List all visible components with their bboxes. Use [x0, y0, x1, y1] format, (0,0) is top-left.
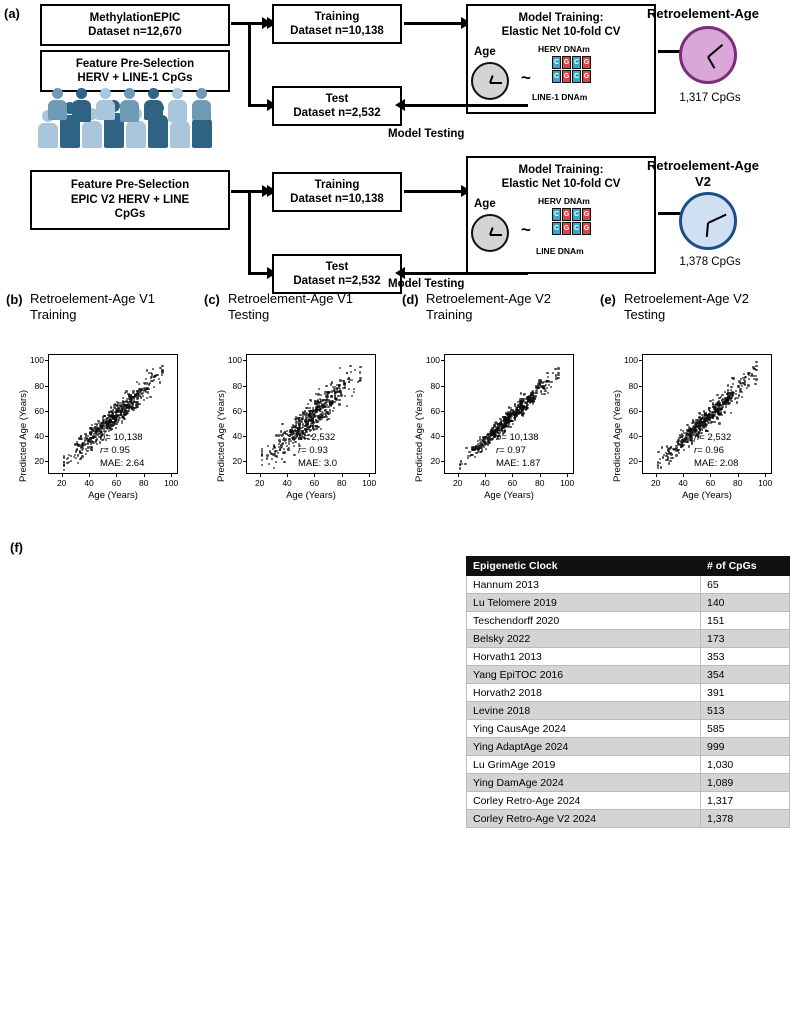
model1-line1: Model Training:	[518, 12, 604, 24]
scatter-title-line1-1: Retroelement-Age V1	[30, 291, 156, 306]
scatter-xtickmark	[567, 474, 568, 477]
scatter-ylabel-4: Predicted Age (Years)	[612, 389, 623, 482]
table-row	[467, 702, 790, 720]
scatter-title-line1-4: Retroelement-Age V2	[624, 291, 750, 306]
scatter-xtickmark	[62, 474, 63, 477]
table-cell-clock-name: Ying AdaptAge 2024	[467, 738, 701, 756]
scatter-xtickmark	[260, 474, 261, 477]
box-training-1	[272, 4, 402, 44]
model2-dnam1-label: HERV DNAm	[538, 196, 590, 206]
scatter-xtickmark	[512, 474, 513, 477]
scatter-stats-2	[298, 432, 337, 470]
scatter-xtick-label: 60	[309, 478, 320, 488]
scatter-r: r= 0.97	[496, 444, 526, 456]
clock-title-1: Retroelement-Age	[647, 6, 759, 21]
scatter-xtickmark	[683, 474, 684, 477]
train1-line2: Dataset n=10,138	[290, 25, 384, 37]
dataset-line2: Dataset n=12,670	[88, 26, 182, 38]
scatter-xtick-label: 80	[139, 478, 149, 488]
scatter-ytickmark	[441, 461, 444, 462]
panel-f-letter: (f)	[10, 540, 23, 555]
table-cell-cpg-count: 173	[701, 630, 790, 648]
scatter-n: n= 10,138	[496, 432, 539, 443]
table-cell-cpg-count: 151	[701, 612, 790, 630]
clock-title-2-line1: Retroelement-Age	[647, 158, 759, 173]
scatter-ytickmark	[243, 411, 246, 412]
scatter-xlabel-4: Age (Years)	[682, 490, 732, 501]
scatter-ytick-label: 100	[623, 355, 638, 366]
train1-line1: Training	[314, 10, 360, 23]
scatter-xtickmark	[738, 474, 739, 477]
table-cell-clock-name: Ying CausAge 2024	[467, 720, 701, 738]
scatter-xlabel-1: Age (Years)	[88, 490, 138, 501]
table-cell-clock-name: Horvath2 2018	[467, 684, 701, 702]
clock-cpgs-2: 1,378 CpGs	[679, 256, 741, 268]
model1-age-clock-icon	[471, 62, 509, 100]
table-cell-cpg-count: 391	[701, 684, 790, 702]
table-cell-clock-name: Horvath1 2013	[467, 648, 701, 666]
scatter-mae: MAE: 1.87	[496, 457, 541, 469]
model2-tilde: ~	[521, 220, 531, 239]
scatter-ytick-label: 60	[34, 405, 44, 416]
table-cell-clock-name: Yang EpiTOC 2016	[467, 666, 701, 684]
scatter-xtickmark	[656, 474, 657, 477]
table-cell-cpg-count: 1,317	[701, 792, 790, 810]
table-cell-cpg-count: 353	[701, 648, 790, 666]
scatter-letter-1: (b)	[6, 292, 23, 307]
box-test-1	[272, 86, 402, 126]
scatter-ytick-label: 80	[232, 380, 242, 391]
arrow-training-to-model-1	[404, 22, 462, 25]
test1-line1: Test	[325, 92, 349, 105]
scatter-xtick-label: 40	[84, 478, 94, 488]
scatter-ytickmark	[441, 411, 444, 412]
scatter-n: n= 10,138	[100, 432, 143, 443]
table-row	[467, 720, 790, 738]
dnam-icon-2: C G C G C G C G	[552, 208, 596, 238]
model-testing-label-1: Model Testing	[388, 128, 465, 140]
scatter-ytickmark	[45, 436, 48, 437]
split-line-1	[248, 22, 251, 104]
scatter-xtick-label: 80	[337, 478, 347, 488]
scatter-ytickmark	[639, 461, 642, 462]
model1-dnam1-label: HERV DNAm	[538, 44, 590, 54]
scatter-xtick-label: 20	[452, 478, 463, 488]
scatter-xtick-label: 100	[362, 478, 377, 488]
model1-line2: Elastic Net 10-fold CV	[501, 26, 621, 39]
table-cell-cpg-count: 585	[701, 720, 790, 738]
scatter-title-line2-3: Training	[426, 307, 473, 322]
scatter-xtickmark	[116, 474, 117, 477]
scatter-ytickmark	[45, 461, 48, 462]
scatter-xtickmark	[458, 474, 459, 477]
feature1-line1: Feature Pre-Selection	[75, 57, 195, 70]
model2-age-label: Age	[474, 198, 496, 210]
table-cell-cpg-count: 513	[701, 702, 790, 720]
scatter-xtickmark	[369, 474, 370, 477]
scatter-panel-3	[402, 292, 598, 532]
arrow-split-test-2	[248, 272, 268, 275]
scatter-xtick-label: 20	[56, 478, 67, 488]
scatter-panel-2	[204, 292, 400, 532]
table-cell-cpg-count: 65	[701, 576, 790, 594]
table-cell-clock-name: Hannum 2013	[467, 576, 701, 594]
scatter-ytick-label: 80	[628, 380, 638, 391]
table-cell-clock-name: Ying DamAge 2024	[467, 774, 701, 792]
scatter-letter-4: (e)	[600, 292, 616, 307]
scatter-xtick-label: 20	[254, 478, 265, 488]
scatter-ytickmark	[45, 386, 48, 387]
box-methylation-dataset	[40, 4, 230, 46]
box-training-2	[272, 172, 402, 212]
table-row	[467, 684, 790, 702]
scatter-ytick-label: 40	[232, 431, 242, 442]
scatter-ylabel-2: Predicted Age (Years)	[216, 389, 227, 482]
feature2-line3: CpGs	[114, 208, 146, 221]
table-cell-cpg-count: 999	[701, 738, 790, 756]
model2-dnam2-label: LINE DNAm	[536, 246, 584, 256]
scatter-ylabel-3: Predicted Age (Years)	[414, 389, 425, 482]
scatter-xtickmark	[144, 474, 145, 477]
scatter-xlabel-2: Age (Years)	[286, 490, 336, 501]
table-row	[467, 756, 790, 774]
scatter-ytickmark	[45, 360, 48, 361]
scatter-panel-4	[600, 292, 796, 532]
train2-line2: Dataset n=10,138	[290, 193, 384, 205]
table-cell-clock-name: Lu GrimAge 2019	[467, 756, 701, 774]
model2-line2: Elastic Net 10-fold CV	[501, 178, 621, 191]
scatter-xlabel-3: Age (Years)	[484, 490, 534, 501]
scatter-xtickmark	[171, 474, 172, 477]
scatter-ylabel-1: Predicted Age (Years)	[18, 389, 29, 482]
scatter-stats-4	[694, 432, 738, 470]
scatter-xtick-label: 60	[705, 478, 716, 488]
table-cell-clock-name: Lu Telomere 2019	[467, 594, 701, 612]
arrow-model-to-test-2	[404, 272, 528, 275]
table-cell-clock-name: Levine 2018	[467, 702, 701, 720]
model1-dnam2-label: LINE-1 DNAm	[532, 92, 588, 102]
scatter-ytickmark	[639, 386, 642, 387]
scatter-ytick-label: 60	[628, 405, 638, 416]
box-feature-preselection-1	[40, 50, 230, 92]
scatter-ytickmark	[243, 461, 246, 462]
scatter-ytick-label: 100	[425, 355, 440, 366]
scatter-ytickmark	[243, 386, 246, 387]
arrow-split-training-1	[248, 22, 268, 25]
scatter-xtickmark	[314, 474, 315, 477]
box-test-2	[272, 254, 402, 294]
scatter-xtick-label: 40	[678, 478, 688, 488]
table-row	[467, 612, 790, 630]
scatter-ytick-label: 40	[430, 431, 440, 442]
table-cell-clock-name: Teschendorff 2020	[467, 612, 701, 630]
scatter-ytick-label: 40	[628, 431, 638, 442]
test1-line2: Dataset n=2,532	[293, 107, 381, 119]
table-cell-cpg-count: 1,089	[701, 774, 790, 792]
scatter-ytick-label: 80	[34, 380, 44, 391]
scatter-xtickmark	[710, 474, 711, 477]
scatter-ytickmark	[243, 436, 246, 437]
table-row	[467, 810, 790, 828]
scatter-xtickmark	[485, 474, 486, 477]
scatter-xtickmark	[342, 474, 343, 477]
scatter-letter-3: (d)	[402, 292, 419, 307]
table-cell-cpg-count: 140	[701, 594, 790, 612]
table-row	[467, 792, 790, 810]
scatter-panel-1	[6, 292, 202, 532]
scatter-ytickmark	[45, 411, 48, 412]
scatter-xtick-label: 40	[282, 478, 292, 488]
table-cell-cpg-count: 354	[701, 666, 790, 684]
scatter-ytick-label: 20	[430, 456, 440, 467]
arrow-model-to-test-1	[404, 104, 528, 107]
scatter-ytick-label: 20	[628, 456, 638, 467]
scatter-mae: MAE: 3.0	[298, 457, 338, 469]
scatter-title-line1-2: Retroelement-Age V1	[228, 291, 354, 306]
dataset-line1: MethylationEPIC	[89, 11, 181, 24]
scatter-ytick-label: 20	[34, 456, 44, 467]
scatter-ytickmark	[639, 360, 642, 361]
table-row	[467, 594, 790, 612]
scatter-r: r= 0.93	[298, 444, 328, 456]
scatter-xtickmark	[765, 474, 766, 477]
clock-cpgs-1: 1,317 CpGs	[679, 92, 741, 104]
scatter-title-line2-2: Testing	[228, 307, 270, 322]
scatter-xtickmark	[89, 474, 90, 477]
table-cell-clock-name: Corley Retro-Age V2 2024	[467, 810, 701, 828]
table-row	[467, 576, 790, 594]
scatter-ytick-label: 100	[29, 355, 44, 366]
scatter-xtick-label: 100	[758, 478, 773, 488]
scatter-xtick-label: 100	[560, 478, 575, 488]
scatter-n: n= 2,532	[298, 432, 336, 443]
retroelement-age-clock-v2	[679, 192, 737, 250]
scatter-xtick-label: 80	[535, 478, 545, 488]
scatter-ytick-label: 20	[232, 456, 242, 467]
table-header-clock: Epigenetic Clock	[467, 557, 701, 576]
panel-a-letter: (a)	[4, 6, 20, 21]
scatter-r: r= 0.95	[100, 444, 130, 456]
model-testing-label-2: Model Testing	[388, 278, 465, 290]
scatter-xtick-label: 60	[111, 478, 122, 488]
scatter-ytick-label: 40	[34, 431, 44, 442]
scatter-ytick-label: 80	[430, 380, 440, 391]
table-cell-clock-name: Corley Retro-Age 2024	[467, 792, 701, 810]
scatter-ytickmark	[639, 436, 642, 437]
model2-age-clock-icon	[471, 214, 509, 252]
scatter-title-line2-4: Testing	[624, 307, 666, 322]
dnam-icon-1: C G C G C G C G	[552, 56, 596, 86]
panel-a-workflow	[0, 0, 800, 290]
table-row	[467, 630, 790, 648]
scatter-r: r= 0.96	[694, 444, 724, 456]
scatter-ytick-label: 60	[232, 405, 242, 416]
table-header-row	[467, 557, 790, 576]
train2-line1: Training	[314, 178, 360, 191]
box-feature-preselection-2	[30, 170, 230, 230]
scatter-stats-3	[496, 432, 540, 470]
scatter-ytick-label: 60	[430, 405, 440, 416]
scatter-stats-1	[100, 432, 144, 470]
epigenetic-clock-table	[466, 556, 790, 828]
model1-age-label: Age	[474, 46, 496, 58]
scatter-xtickmark	[287, 474, 288, 477]
population-silhouettes	[38, 88, 228, 148]
table-cell-clock-name: Belsky 2022	[467, 630, 701, 648]
table-cell-cpg-count: 1,378	[701, 810, 790, 828]
feature1-line2: HERV + LINE-1 CpGs	[77, 72, 193, 84]
arrow-split-test-1	[248, 104, 268, 107]
table-cell-cpg-count: 1,030	[701, 756, 790, 774]
retroelement-age-clock-v1	[679, 26, 737, 84]
test2-line1: Test	[325, 260, 349, 273]
scatter-title-line1-3: Retroelement-Age V2	[426, 291, 552, 306]
table-row	[467, 774, 790, 792]
scatter-mae: MAE: 2.08	[694, 457, 739, 469]
scatter-xtick-label: 20	[650, 478, 661, 488]
scatter-n: n= 2,532	[694, 432, 732, 443]
feature2-line1: Feature Pre-Selection	[70, 179, 190, 192]
clock-title-2-line2: V2	[695, 174, 711, 189]
scatter-xtick-label: 80	[733, 478, 743, 488]
scatter-ytickmark	[639, 411, 642, 412]
test2-line2: Dataset n=2,532	[293, 275, 381, 287]
scatter-xtick-label: 100	[164, 478, 179, 488]
arrow-training-to-model-2	[404, 190, 462, 193]
model2-line1: Model Training:	[518, 164, 604, 176]
scatter-xtick-label: 60	[507, 478, 518, 488]
scatter-ytickmark	[243, 360, 246, 361]
scatter-mae: MAE: 2.64	[100, 457, 145, 469]
table-row	[467, 648, 790, 666]
arrow-split-training-2	[248, 190, 268, 193]
panel-f-upset	[0, 536, 800, 1016]
scatter-title-line2-1: Training	[30, 307, 77, 322]
feature2-line2: EPIC V2 HERV + LINE	[70, 193, 190, 206]
scatter-ytickmark	[441, 386, 444, 387]
split-line-2	[248, 190, 251, 272]
table-header-cpgs: # of CpGs	[701, 557, 790, 576]
table-row	[467, 738, 790, 756]
model1-tilde: ~	[521, 68, 531, 87]
scatter-letter-2: (c)	[204, 292, 220, 307]
table-row	[467, 666, 790, 684]
scatter-xtick-label: 40	[480, 478, 490, 488]
scatter-ytickmark	[441, 360, 444, 361]
scatter-xtickmark	[540, 474, 541, 477]
scatter-ytick-label: 100	[227, 355, 242, 366]
scatter-ytickmark	[441, 436, 444, 437]
